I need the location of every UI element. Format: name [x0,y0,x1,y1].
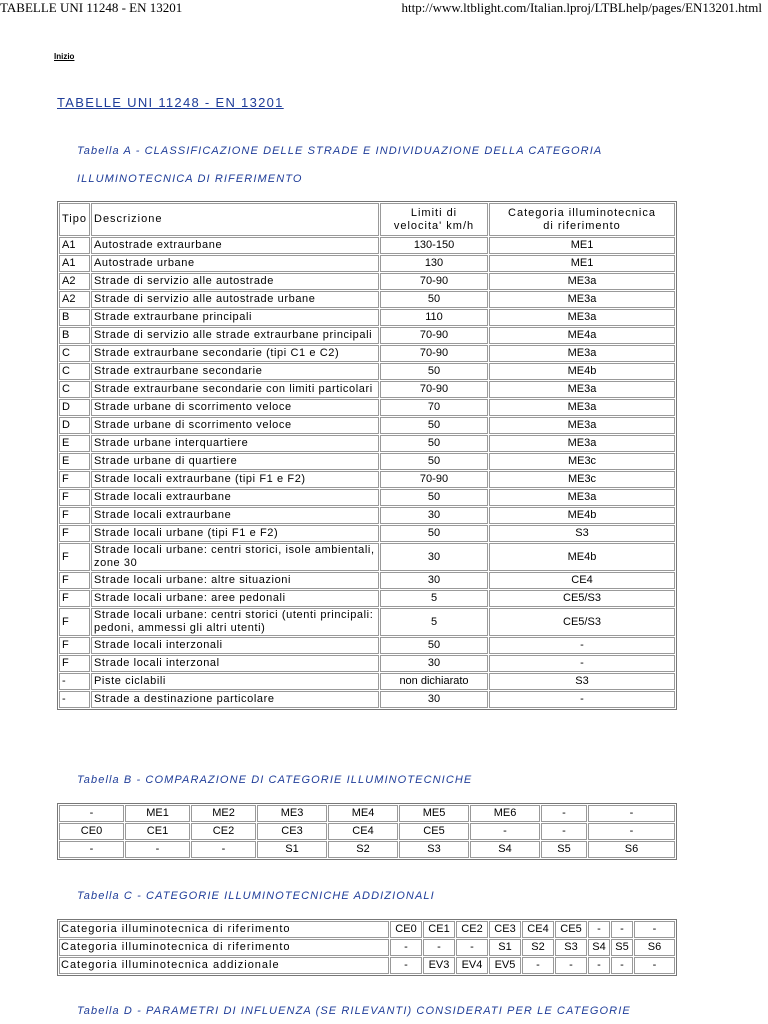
page-url: http://www.ltblight.com/Italian.lproj/LTBLhelp/pages/EN13201.html [401,0,762,15]
cell-descrizione: Strade locali urbane: aree pedonali [91,590,379,607]
cell-descrizione: Autostrade extraurbane [91,237,379,254]
table-a-header-row [59,203,675,236]
cell-categoria: ME3a [489,291,675,308]
table-cell: - [611,921,633,938]
table-cell: S2 [522,939,554,956]
table-cell: - [522,957,554,974]
cell-tipo: A1 [59,255,90,272]
cell-limiti: 70-90 [380,471,488,488]
table-row [59,345,675,362]
cell-limiti: 70-90 [380,273,488,290]
cell-tipo: C [59,363,90,380]
table-cell: - [456,939,488,956]
cell-categoria: ME3a [489,273,675,290]
table-cell: S5 [611,939,633,956]
header-descrizione: Descrizione [91,203,379,236]
header-categoria-line1: Categoria illuminotecnica [508,206,656,219]
table-row [59,525,675,542]
table-b-caption: Tabella B - COMPARAZIONE DI CATEGORIE ILLUMINOTECNICHE [77,774,473,786]
cell-limiti: 110 [380,309,488,326]
cell-categoria: - [489,637,675,654]
header-limiti-line2: velocita' km/h [393,219,475,232]
table-cell: EV5 [489,957,521,974]
table-cell: - [555,957,587,974]
cell-categoria: CE5/S3 [489,608,675,636]
table-c-caption: Tabella C - CATEGORIE ILLUMINOTECNICHE ADDIZIONALI [77,890,435,902]
cell-categoria: ME3a [489,435,675,452]
table-row [59,507,675,524]
table-row [59,823,675,840]
cell-limiti: 50 [380,453,488,470]
cell-limiti: 70-90 [380,327,488,344]
cell-tipo: B [59,327,90,344]
page-title: TABELLE UNI 11248 - EN 13201 [57,95,284,110]
row-label: Categoria illuminotecnica di riferimento [59,921,389,938]
cell-descrizione: Strade extraurbane secondarie (tipi C1 e C2) [91,345,379,362]
table-row [59,273,675,290]
table-cell: - [390,957,422,974]
cell-limiti: 50 [380,291,488,308]
cell-tipo: F [59,525,90,542]
cell-categoria: ME3a [489,417,675,434]
table-row [59,543,675,571]
table-row [59,957,675,974]
table-cell: CE2 [191,823,256,840]
cell-descrizione: Strade locali extraurbane (tipi F1 e F2) [91,471,379,488]
table-cell: CE5 [399,823,469,840]
cell-categoria: CE5/S3 [489,590,675,607]
table-row [59,237,675,254]
cell-limiti: 30 [380,543,488,571]
table-row [59,471,675,488]
home-link[interactable]: Inizio [54,52,75,61]
table-row [59,489,675,506]
table-cell: CE3 [257,823,327,840]
table-row [59,673,675,690]
table-a-caption-line2: ILLUMINOTECNICA DI RIFERIMENTO [77,173,303,185]
cell-categoria: ME3a [489,399,675,416]
table-row [59,309,675,326]
cell-limiti: 30 [380,507,488,524]
cell-tipo: - [59,673,90,690]
table-cell: - [191,841,256,858]
table-row [59,637,675,654]
table-cell: ME1 [125,805,190,822]
table-d-caption: Tabella D - PARAMETRI DI INFLUENZA (SE RILEVANTI) CONSIDERATI PER LE CATEGORIE [77,1005,631,1017]
cell-tipo: F [59,572,90,589]
table-cell: CE5 [555,921,587,938]
cell-tipo: F [59,637,90,654]
table-row [59,572,675,589]
table-cell: S2 [328,841,398,858]
cell-categoria: CE4 [489,572,675,589]
header-tipo: Tipo [59,203,90,236]
cell-tipo: A2 [59,291,90,308]
cell-limiti: 50 [380,525,488,542]
table-cell: - [611,957,633,974]
cell-tipo: F [59,507,90,524]
cell-tipo: B [59,309,90,326]
table-cell: ME6 [470,805,540,822]
table-row [59,435,675,452]
table-cell: S1 [489,939,521,956]
cell-tipo: F [59,655,90,672]
cell-descrizione: Strade urbane interquartiere [91,435,379,452]
cell-descrizione: Strade locali interzonal [91,655,379,672]
cell-tipo: F [59,489,90,506]
cell-limiti: 5 [380,590,488,607]
cell-categoria: ME4b [489,363,675,380]
cell-tipo: C [59,345,90,362]
table-cell: S3 [399,841,469,858]
table-cell: CE2 [456,921,488,938]
cell-descrizione: Strade extraurbane secondarie [91,363,379,380]
cell-categoria: ME3a [489,309,675,326]
row-label: Categoria illuminotecnica addizionale [59,957,389,974]
table-cell: - [634,921,675,938]
table-cell: S6 [588,841,675,858]
cell-categoria: S3 [489,673,675,690]
table-a-caption-line1: Tabella A - CLASSIFICAZIONE DELLE STRADE E INDIVIDUAZIONE DELLA CATEGORIA [77,145,603,157]
table-cell: - [125,841,190,858]
table-row [59,805,675,822]
cell-tipo: C [59,381,90,398]
table-row [59,691,675,708]
table-cell: - [390,939,422,956]
table-cell: S4 [588,939,610,956]
cell-descrizione: Strade locali urbane: altre situazioni [91,572,379,589]
table-cell: - [541,823,587,840]
cell-limiti: 70-90 [380,345,488,362]
cell-descrizione: Strade locali urbane: centri storici, isole ambientali, zone 30 [91,543,379,571]
table-cell: - [423,939,455,956]
table-cell: ME5 [399,805,469,822]
cell-descrizione: Strade a destinazione particolare [91,691,379,708]
cell-tipo: A2 [59,273,90,290]
cell-descrizione: Strade di servizio alle autostrade urbane [91,291,379,308]
table-cell: S5 [541,841,587,858]
table-row [59,291,675,308]
cell-tipo: F [59,471,90,488]
cell-tipo: F [59,608,90,636]
header-categoria-line2: di riferimento [543,219,621,232]
cell-categoria: ME4b [489,507,675,524]
cell-categoria: ME3c [489,453,675,470]
table-cell: CE1 [423,921,455,938]
cell-descrizione: Strade locali interzonali [91,637,379,654]
table-row [59,453,675,470]
table-cell: S4 [470,841,540,858]
table-cell: EV4 [456,957,488,974]
table-cell: - [588,921,610,938]
cell-descrizione: Strade di servizio alle strade extraurbane principali [91,327,379,344]
cell-limiti: 130-150 [380,237,488,254]
cell-categoria: ME3c [489,471,675,488]
table-cell: ME3 [257,805,327,822]
cell-limiti: 50 [380,489,488,506]
table-row [59,939,675,956]
cell-descrizione: Strade extraurbane secondarie con limiti particolari [91,381,379,398]
cell-descrizione: Strade urbane di quartiere [91,453,379,470]
table-b [57,803,677,860]
table-row [59,363,675,380]
table-c [57,919,677,976]
cell-tipo: - [59,691,90,708]
document-title-header: TABELLE UNI 11248 - EN 13201 [0,0,183,15]
table-row [59,255,675,272]
table-row [59,417,675,434]
cell-descrizione: Strade locali extraurbane [91,489,379,506]
table-cell: - [59,841,124,858]
table-cell: S3 [555,939,587,956]
cell-categoria: ME3a [489,345,675,362]
cell-descrizione: Strade locali urbane (tipi F1 e F2) [91,525,379,542]
table-cell: EV3 [423,957,455,974]
cell-limiti: 70-90 [380,381,488,398]
cell-descrizione: Strade locali urbane: centri storici (utenti principali: pedoni, ammessi gli altri utenti) [91,608,379,636]
table-cell: CE4 [328,823,398,840]
cell-descrizione: Strade di servizio alle autostrade [91,273,379,290]
table-cell: - [588,957,610,974]
cell-tipo: F [59,590,90,607]
cell-categoria: S3 [489,525,675,542]
table-cell: CE1 [125,823,190,840]
table-cell: CE0 [390,921,422,938]
table-cell: - [588,823,675,840]
cell-tipo: F [59,543,90,571]
table-cell: S1 [257,841,327,858]
table-row [59,590,675,607]
cell-descrizione: Strade urbane di scorrimento veloce [91,417,379,434]
cell-limiti: non dichiarato [380,673,488,690]
header-limiti [380,203,488,236]
cell-descrizione: Autostrade urbane [91,255,379,272]
table-row [59,608,675,636]
table-cell: ME2 [191,805,256,822]
cell-limiti: 50 [380,363,488,380]
table-cell: - [541,805,587,822]
cell-categoria: - [489,691,675,708]
cell-limiti: 5 [380,608,488,636]
cell-tipo: D [59,417,90,434]
table-cell: - [634,957,675,974]
cell-descrizione: Piste ciclabili [91,673,379,690]
header-limiti-line1: Limiti di [410,206,458,219]
table-cell: - [59,805,124,822]
header-categoria [489,203,675,236]
cell-tipo: A1 [59,237,90,254]
table-row [59,327,675,344]
cell-limiti: 30 [380,691,488,708]
table-cell: - [470,823,540,840]
row-label: Categoria illuminotecnica di riferimento [59,939,389,956]
table-row [59,921,675,938]
cell-limiti: 70 [380,399,488,416]
table-row [59,841,675,858]
table-cell: ME4 [328,805,398,822]
cell-categoria: ME3a [489,381,675,398]
cell-limiti: 50 [380,637,488,654]
cell-tipo: D [59,399,90,416]
cell-categoria: ME1 [489,255,675,272]
table-row [59,381,675,398]
cell-categoria: ME1 [489,237,675,254]
cell-limiti: 130 [380,255,488,272]
table-cell: - [588,805,675,822]
cell-descrizione: Strade extraurbane principali [91,309,379,326]
cell-tipo: E [59,453,90,470]
cell-categoria: - [489,655,675,672]
cell-limiti: 30 [380,572,488,589]
cell-tipo: E [59,435,90,452]
table-a [57,201,677,710]
cell-limiti: 30 [380,655,488,672]
table-cell: CE0 [59,823,124,840]
cell-categoria: ME4a [489,327,675,344]
cell-categoria: ME4b [489,543,675,571]
table-cell: CE3 [489,921,521,938]
table-row [59,655,675,672]
table-row [59,399,675,416]
cell-limiti: 50 [380,435,488,452]
cell-descrizione: Strade urbane di scorrimento veloce [91,399,379,416]
cell-categoria: ME3a [489,489,675,506]
table-cell: CE4 [522,921,554,938]
cell-limiti: 50 [380,417,488,434]
table-cell: S6 [634,939,675,956]
cell-descrizione: Strade locali extraurbane [91,507,379,524]
